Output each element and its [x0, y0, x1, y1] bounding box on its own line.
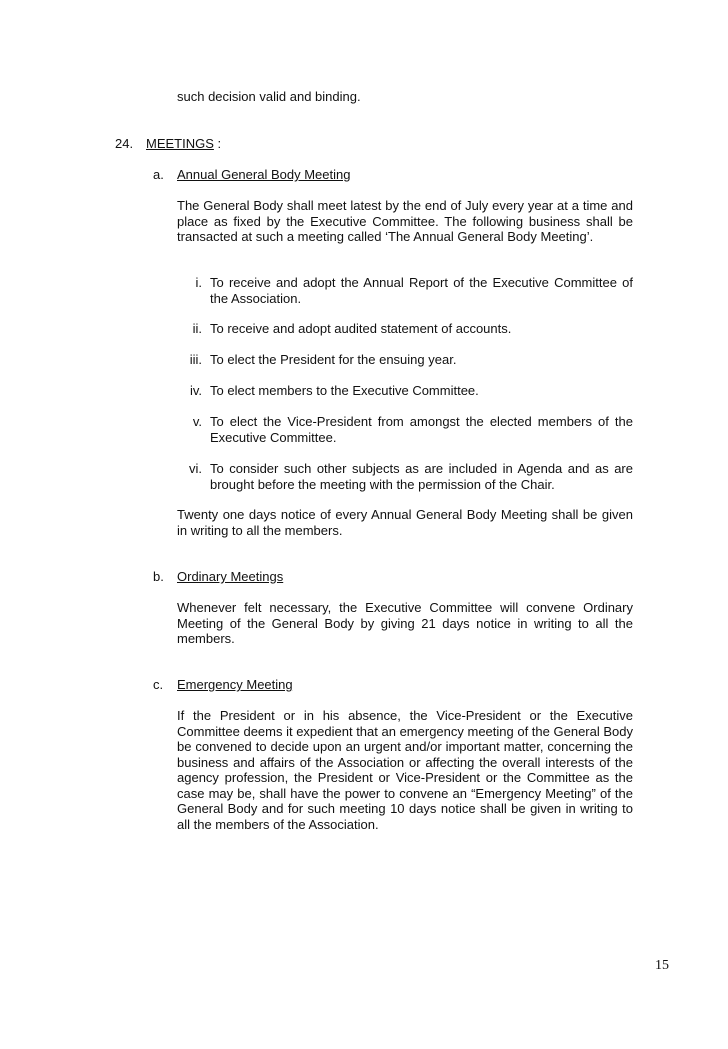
annual-item-5-number: v.	[192, 414, 202, 429]
ordinary-paragraph: Whenever felt necessary, the Executive Committee will convene Ordinary Meeting of the General Body by giving 21 days notice in writing to all the members.	[177, 600, 633, 646]
section-number: 24.	[115, 136, 134, 151]
section-title-suffix: :	[213, 136, 222, 151]
subsection-c-letter: c.	[153, 677, 164, 692]
annual-item-3-text: To elect the President for the ensuing year.	[210, 352, 457, 367]
section-heading	[146, 136, 221, 152]
subsection-a-letter: a.	[153, 167, 164, 182]
page-number: 15	[655, 958, 669, 973]
annual-item-6-text: To consider such other subjects as are included in Agenda and as are brought before the meeting with the permission of the Chair.	[210, 461, 633, 492]
annual-item-3-number: iii.	[189, 352, 202, 367]
annual-item-1-text: To receive and adopt the Annual Report of the Executive Committee of the Association.	[210, 275, 633, 306]
annual-item-4-number: iv.	[189, 383, 202, 398]
emergency-paragraph: If the President or in his absence, the Vice-President or the Executive Committee deems it expedient that an emergency meeting of the General Body be convened to decide upon an urgent and/or important matter, concerning the business and affairs of the Association or affecting the overall interests of the agency profession, the President or Vice-President or the Committee as the case may be, shall have the power to convene an “Emergency Meeting” of the General Body and for such meeting 10 days notice shall be given in writing to all the members of the Association.	[177, 708, 633, 832]
section-title: MEETINGS	[146, 136, 214, 151]
annual-notice: Twenty one days notice of every Annual General Body Meeting shall be given in writing to all the members.	[177, 507, 633, 538]
annual-paragraph: The General Body shall meet latest by the end of July every year at a time and place as fixed by the Executive Committee. The following business shall be transacted at such a meeting called ‘The Annual General Body Meeting’.	[177, 198, 633, 244]
subsection-c-heading: Emergency Meeting	[177, 677, 293, 692]
annual-item-4-text: To elect members to the Executive Committee.	[210, 383, 479, 398]
subsection-b-heading: Ordinary Meetings	[177, 569, 284, 584]
intro-line: such decision valid and binding.	[177, 89, 361, 104]
annual-item-5-text: To elect the Vice-President from amongst the elected members of the Executive Committee.	[210, 414, 633, 445]
subsection-a-heading: Annual General Body Meeting	[177, 167, 351, 182]
annual-item-1-number: i.	[195, 275, 202, 290]
annual-item-2-text: To receive and adopt audited statement of accounts.	[210, 321, 512, 336]
annual-item-2-number: ii.	[192, 321, 202, 336]
subsection-b-letter: b.	[153, 569, 164, 584]
annual-item-6-number: vi.	[189, 461, 202, 476]
